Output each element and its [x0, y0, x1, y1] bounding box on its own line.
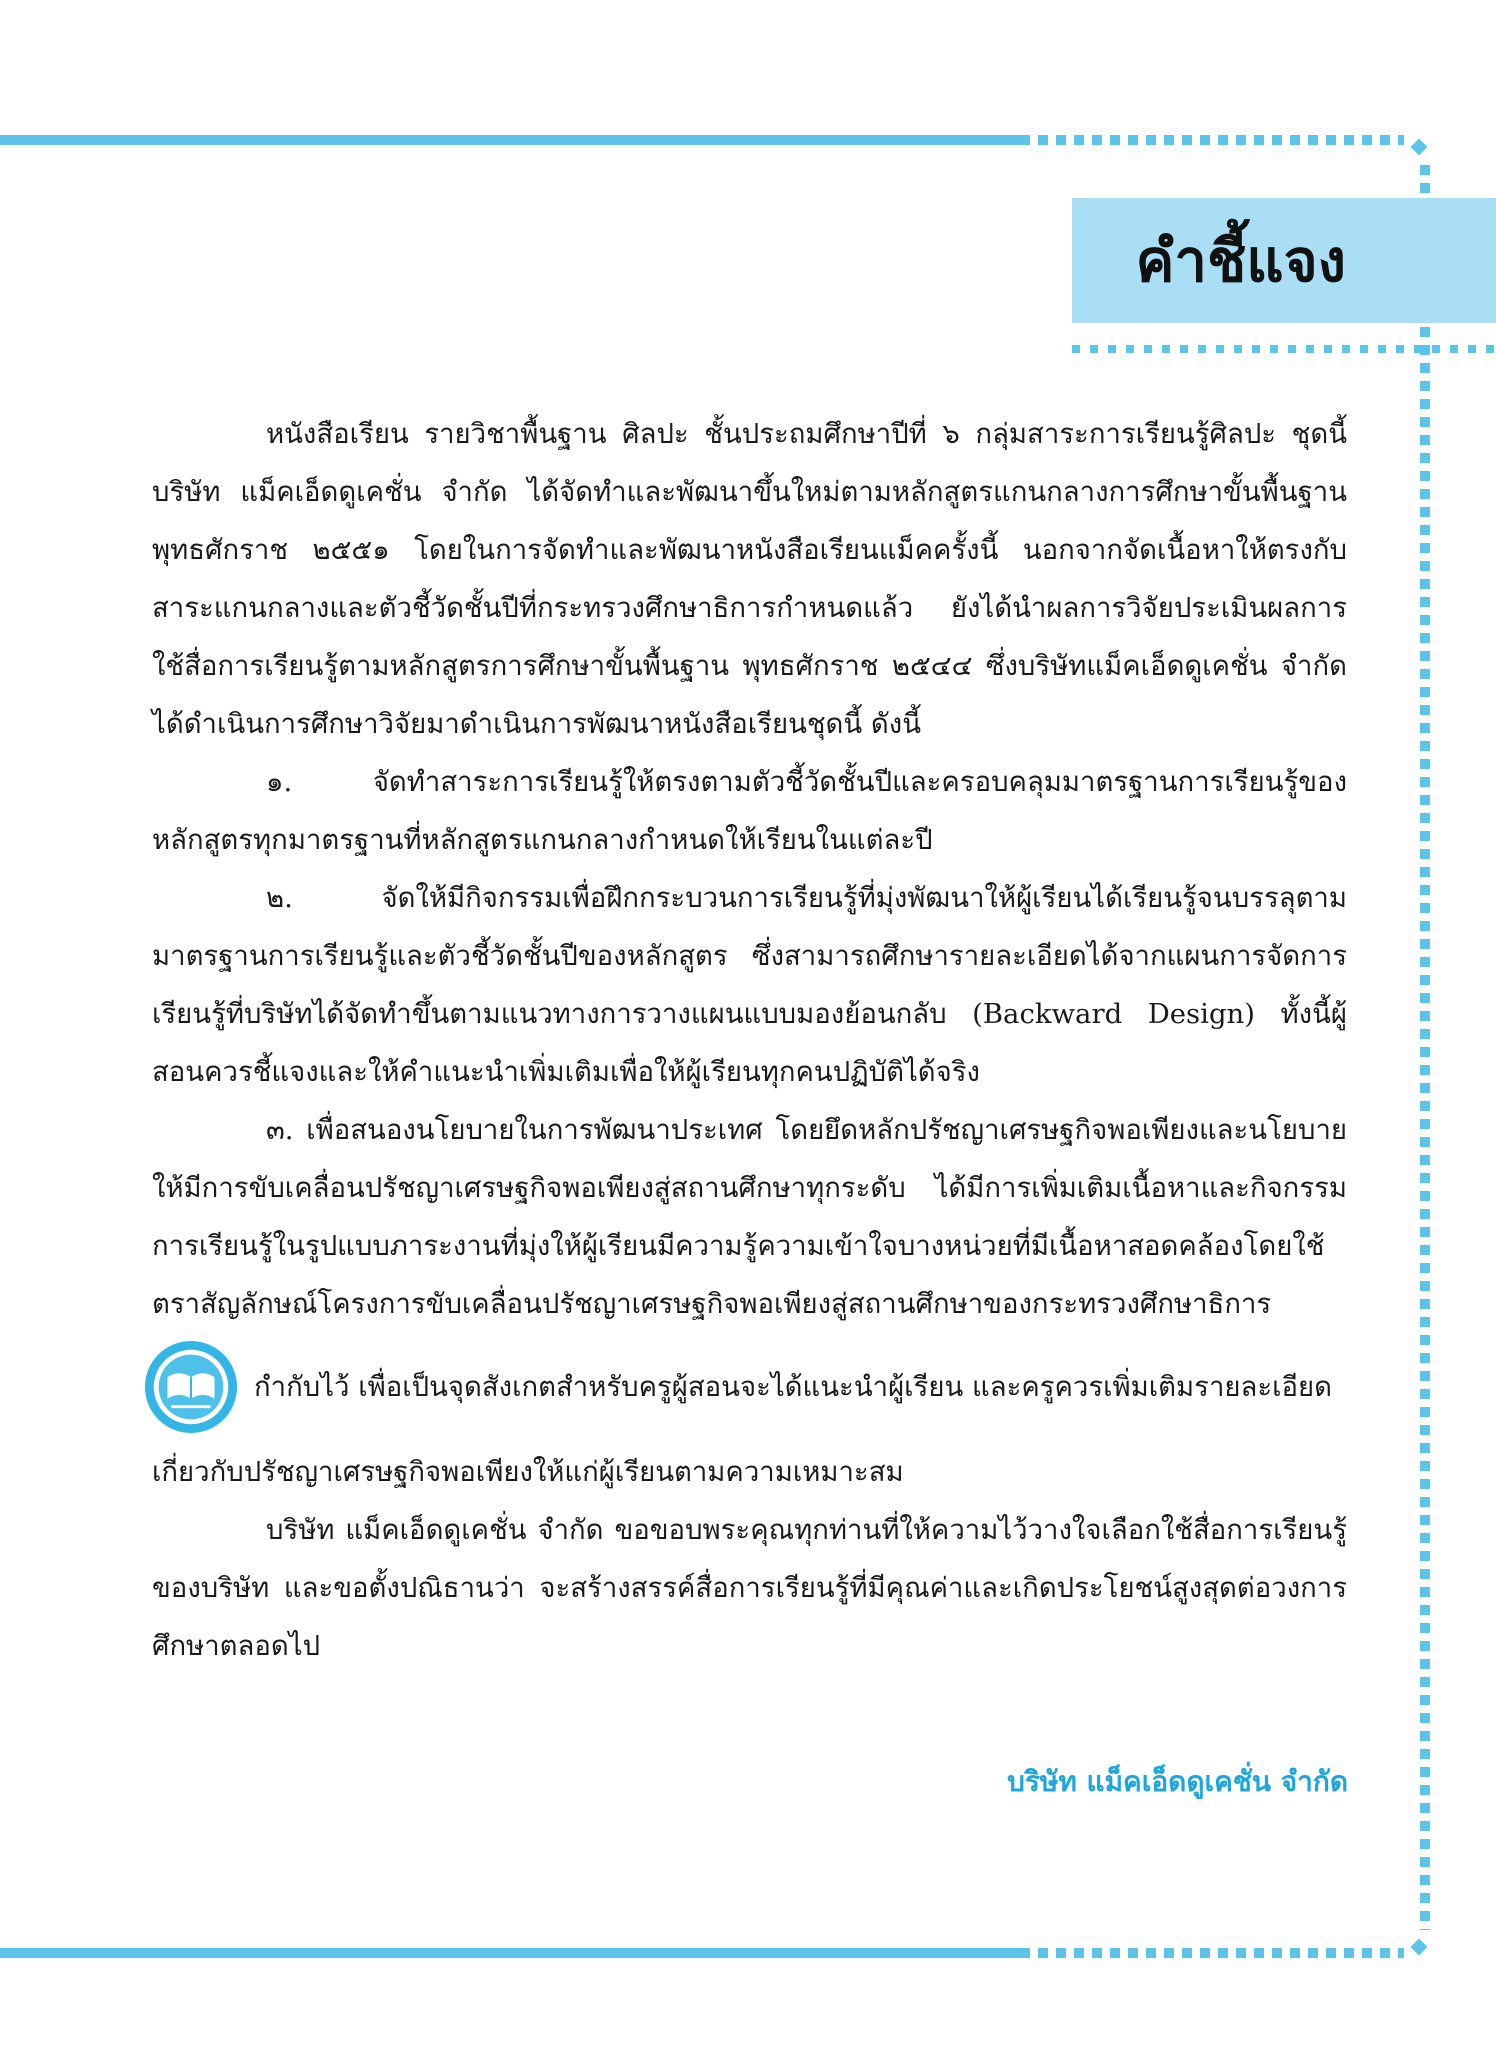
- top-dotted-border: [1038, 135, 1404, 145]
- corner-diamond-bottom: [1411, 1939, 1428, 1956]
- corner-diamond-top: [1411, 139, 1428, 156]
- title-dotted-underline: [1072, 345, 1496, 353]
- company-signature: บริษัท แม็คเอ็ดดูเคชั่น จำกัด: [1007, 1765, 1348, 1798]
- item-1-paragraph: ๑. จัดทำสาระการเรียนรู้ให้ตรงตามตัวชี้วัดชั้นปีและครอบคลุมมาตรฐานการเรียนรู้ของหลักสูตรทุกมาตรฐานที่หลักสูตรแกนกลางกำหนดให้เรียนในแต่ละปี: [152, 766, 1347, 856]
- body-text: [152, 405, 1347, 1675]
- closing-paragraph: บริษัท แม็คเอ็ดดูเคชั่น จำกัด ขอขอบพระคุณทุกท่านที่ให้ความไว้วางใจเลือกใช้สื่อการเรียนรู้ของบริษัท และขอตั้งปณิธานว่า จะสร้างสรรค์สื่อการเรียนรู้ที่มีคุณค่าและเกิดประโยชน์สูงสุดต่อวงการศึกษาตลอดไป: [152, 1514, 1347, 1662]
- intro-paragraph: หนังสือเรียน รายวิชาพื้นฐาน ศิลปะ ชั้นประถมศึกษาปีที่ ๖ กลุ่มสาระการเรียนรู้ศิลปะ ชุดนี้ บริษัท แม็คเอ็ดดูเคชั่น จำกัด ได้จัดทำและพัฒนาขึ้นใหม่ตามหลักสูตรแกนกลางการศึกษาขั้นพื้นฐาน พุทธศักราช ๒๕๕๑ โดยในการจัดทำและพัฒนาหนังสือเรียนแม็คครั้งนี้ นอกจากจัดเนื้อหาให้ตรงกับสาระแกนกลางและตัวชี้วัดชั้นปีที่กระทรวงศึกษาธิการกำหนดแล้ว ยังได้นำผลการวิจัยประเมินผลการใช้สื่อการเรียนรู้ตามหลักสูตรการศึกษาขั้นพื้นฐาน พุทธศักราช ๒๕๔๔ ซึ่งบริษัทแม็คเอ็ดดูเคชั่น จำกัด ได้ดำเนินการศึกษาวิจัยมาดำเนินการพัฒนาหนังสือเรียนชุดนี้ ดังนี้: [152, 418, 1347, 740]
- item-3-paragraph: ๓. เพื่อสนองนโยบายในการพัฒนาประเทศ โดยยึดหลักปรัชญาเศรษฐกิจพอเพียงและนโยบายให้มีการขับเคลื่อนปรัชญาเศรษฐกิจพอเพียงสู่สถานศึกษาทุกระดับ ได้มีการเพิ่มเติมเนื้อหาและกิจกรรมการเรียนรู้ในรูปแบบภาระงานที่มุ่งให้ผู้เรียนมีความรู้ความเข้าใจบางหน่วยที่มีเนื้อหาสอดคล้องโดยใช้ตราสัญลักษณ์โครงการขับเคลื่อนปรัชญาเศรษฐกิจพอเพียงสู่สถานศึกษาของกระทรวงศึกษาธิการ: [152, 1114, 1347, 1320]
- right-dotted-border: [1420, 165, 1430, 1930]
- bottom-frame-line: [0, 1948, 1030, 1958]
- sufficiency-economy-logo-icon: [142, 1338, 240, 1436]
- page-title: คำชี้แจง: [1135, 227, 1346, 295]
- logo-line: [152, 1337, 1347, 1437]
- logo-line-text: กำกับไว้ เพื่อเป็นจุดสังเกตสำหรับครูผู้สอนจะได้แนะนำผู้เรียน และครูควรเพิ่มเติมรายละเอียด: [254, 1371, 1333, 1403]
- item-3-end: เกี่ยวกับปรัชญาเศรษฐกิจพอเพียงให้แก่ผู้เรียนตามความเหมาะสม: [152, 1456, 904, 1488]
- bottom-dotted-border: [1038, 1948, 1404, 1958]
- title-banner: [1072, 198, 1496, 323]
- top-frame-line: [0, 135, 1030, 145]
- item-2-paragraph: ๒. จัดให้มีกิจกรรมเพื่อฝึกกระบวนการเรียนรู้ที่มุ่งพัฒนาให้ผู้เรียนได้เรียนรู้จนบรรลุตามมาตรฐานการเรียนรู้และตัวชี้วัดชั้นปีของหลักสูตร ซึ่งสามารถศึกษารายละเอียดได้จากแผนการจัดการเรียนรู้ที่บริษัทได้จัดทำขึ้นตามแนวทางการวางแผนแบบมองย้อนกลับ (Backward Design) ทั้งนี้ผู้สอนควรชี้แจงและให้คำแนะนำเพิ่มเติมเพื่อให้ผู้เรียนทุกคนปฏิบัติได้จริง: [152, 882, 1347, 1088]
